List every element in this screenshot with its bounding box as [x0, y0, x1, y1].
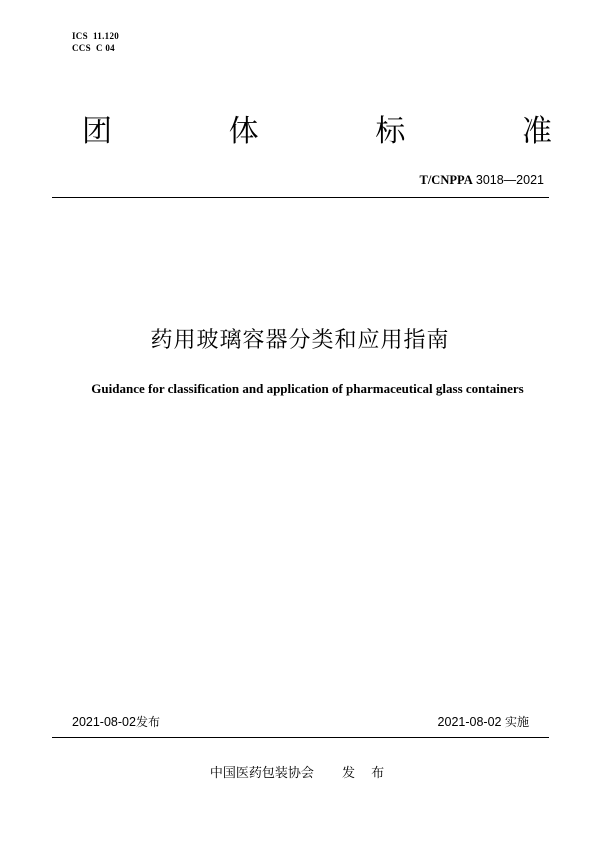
- title-char-1: 团: [82, 114, 112, 149]
- publisher-name: 中国医药包装协会: [209, 766, 314, 781]
- title-char-4: 准: [521, 114, 552, 149]
- document-title-en: Guidance for classification and application of pharmaceutical glass containers: [91, 381, 524, 396]
- standard-number: [420, 172, 545, 188]
- header-divider: [52, 197, 549, 198]
- ics-code: ICS 11.120: [72, 31, 120, 41]
- title-char-2: 体: [228, 114, 259, 149]
- implement-date: 2021-08-02: [437, 715, 502, 729]
- standard-prefix: T/CNPPA: [419, 173, 473, 187]
- implement-date-line: [438, 714, 529, 730]
- classification-codes: [72, 30, 119, 54]
- issue-date-line: [72, 714, 160, 730]
- standard-code: 3018—2021: [475, 173, 544, 187]
- implement-label: 实施: [504, 715, 529, 729]
- publish-label: 发 布: [341, 766, 391, 781]
- title-char-3: 标: [375, 114, 406, 149]
- document-title-zh: 药用玻璃容器分类和应用指南: [150, 328, 450, 353]
- issue-label: 发布: [135, 715, 160, 729]
- ccs-code: CCS C 04: [72, 43, 115, 53]
- issue-date: 2021-08-02: [72, 715, 136, 729]
- standard-type-title: [82, 112, 552, 152]
- publisher-line: [0, 765, 600, 783]
- footer-divider: [52, 737, 549, 738]
